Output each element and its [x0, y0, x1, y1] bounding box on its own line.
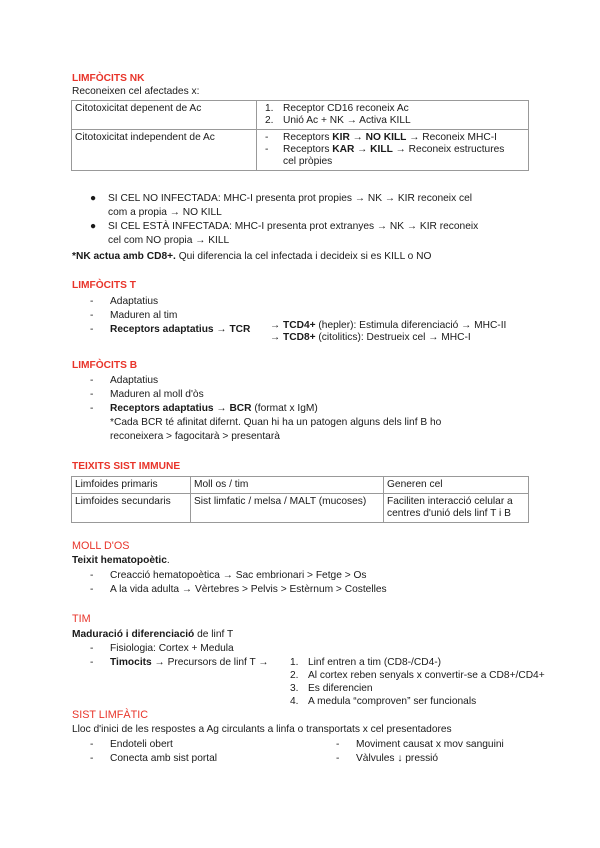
tcd8-branch: → TCD8+ (citolitics): Destrueix cel → MHC-I: [270, 332, 471, 343]
limf-title: SIST LIMFÀTIC: [72, 709, 148, 721]
nk-bullet-2-cont: cel com NO propia → KILL: [108, 235, 230, 246]
list-item: - Adaptatius: [90, 375, 159, 386]
table-cell: Moll os / tim: [191, 477, 384, 494]
tim-subtitle: Maduració i diferenciació de linf T: [72, 629, 234, 640]
table-cell: Citotoxicitat depenent de Ac: [72, 101, 257, 130]
list-item: - Receptors adaptatius → BCR (format x IgM): [90, 403, 318, 414]
list-item: - Vàlvules ↓ pressió: [336, 753, 439, 764]
table-cell: Generen cel: [384, 477, 529, 494]
tim-step: 1. Linf entren a tim (CD8-/CD4-): [290, 657, 442, 668]
nk-bullet-1-cont: com a propia → NO KILL: [108, 207, 222, 218]
table-cell: Limfoides secundaris: [72, 494, 191, 523]
nk-note: *NK actua amb CD8+. Qui diferencia la cel infectada i decideix si es KILL o NO: [72, 251, 432, 262]
table-cell: Sist limfatic / melsa / MALT (mucoses): [191, 494, 384, 523]
b-note-2: reconeixera > fagocitarà > presentarà: [110, 431, 280, 442]
list-item: - Adaptatius: [90, 296, 159, 307]
bullet-icon: ●: [90, 193, 97, 204]
list-item: - Endoteli obert: [90, 739, 173, 750]
tim-step: 2. Al cortex reben senyals x convertir-se a CD8+/CD4+: [290, 670, 545, 681]
table-row: [72, 130, 529, 171]
table-cell: Faciliten interacció celular a centres d'unió dels linf T i B: [384, 494, 529, 523]
table-cell: Limfoides primaris: [72, 477, 191, 494]
list-item: Unió Ac + NK → Activa KILL: [283, 115, 411, 126]
list-item: - Timocits → Precursors de linf T →: [90, 657, 269, 668]
tim-step: 4. A medula “comproven” ser funcionals: [290, 696, 477, 707]
table-row: [72, 477, 529, 494]
tim-step: 3. Es diferencien: [290, 683, 373, 694]
tcd4-branch: → TCD4+ (hepler): Estimula diferenciació → MHC-II: [270, 320, 507, 331]
list-item: - Receptors KIR → NO KILL → Reconeix MHC-I: [265, 132, 497, 143]
list-item-continuation: cel pròpies: [283, 156, 333, 167]
list-item: - Creacció hematopoètica → Sac embrionari > Fetge > Os: [90, 570, 367, 581]
limf-intro: Lloc d'inici de les respostes a Ag circulants a linfa o transportats x cel presentadores: [72, 724, 452, 735]
nk-title: LIMFÒCITS NK: [72, 73, 145, 84]
list-item: - Receptors KAR → KILL → Reconeix estructures: [265, 144, 505, 155]
nk-bullet-2: ● SI CEL ESTÀ INFECTADA: MHC-I presenta prot extranyes → NK → KIR reconeix: [90, 221, 479, 232]
table-row: [72, 494, 529, 523]
teixits-title: TEIXITS SIST IMMUNE: [72, 461, 181, 472]
table-row: [72, 101, 529, 130]
table-cell: Citotoxicitat independent de Ac: [72, 130, 257, 171]
tim-title: TIM: [72, 613, 91, 625]
moll-subtitle: Teixit hematopoètic.: [72, 555, 170, 566]
list-item: - Conecta amb sist portal: [90, 753, 218, 764]
teixits-table: [71, 476, 529, 523]
list-item: - Maduren al moll d'òs: [90, 389, 204, 400]
nk-table: [71, 100, 529, 171]
nk-intro: Reconeixen cel afectades x:: [72, 86, 200, 97]
bullet-icon: ●: [90, 221, 97, 232]
b-title: LIMFÒCITS B: [72, 360, 138, 371]
table-cell: 1. Receptor CD16 reconeix Ac 2. Unió Ac + NK → Activa KILL: [257, 101, 529, 130]
list-item: - Maduren al tim: [90, 310, 178, 321]
list-item: - A la vida adulta → Vèrtebres > Pelvis > Estèrnum > Costelles: [90, 584, 387, 595]
b-note-1: *Cada BCR té afinitat difernt. Quan hi ha un patogen alguns dels linf B ho: [110, 417, 442, 428]
table-cell: [257, 130, 529, 171]
list-item: Receptor CD16 reconeix Ac: [283, 103, 409, 114]
list-item: - Fisiologia: Cortex + Medula: [90, 643, 234, 654]
nk-bullet-1: ● SI CEL NO INFECTADA: MHC-I presenta prot propies → NK → KIR reconeix cel: [90, 193, 473, 204]
list-item: - Receptors adaptatius → TCR: [90, 324, 251, 335]
t-title: LIMFÒCITS T: [72, 280, 136, 291]
moll-title: MOLL D'OS: [72, 540, 130, 552]
list-item: - Moviment causat x mov sanguini: [336, 739, 504, 750]
